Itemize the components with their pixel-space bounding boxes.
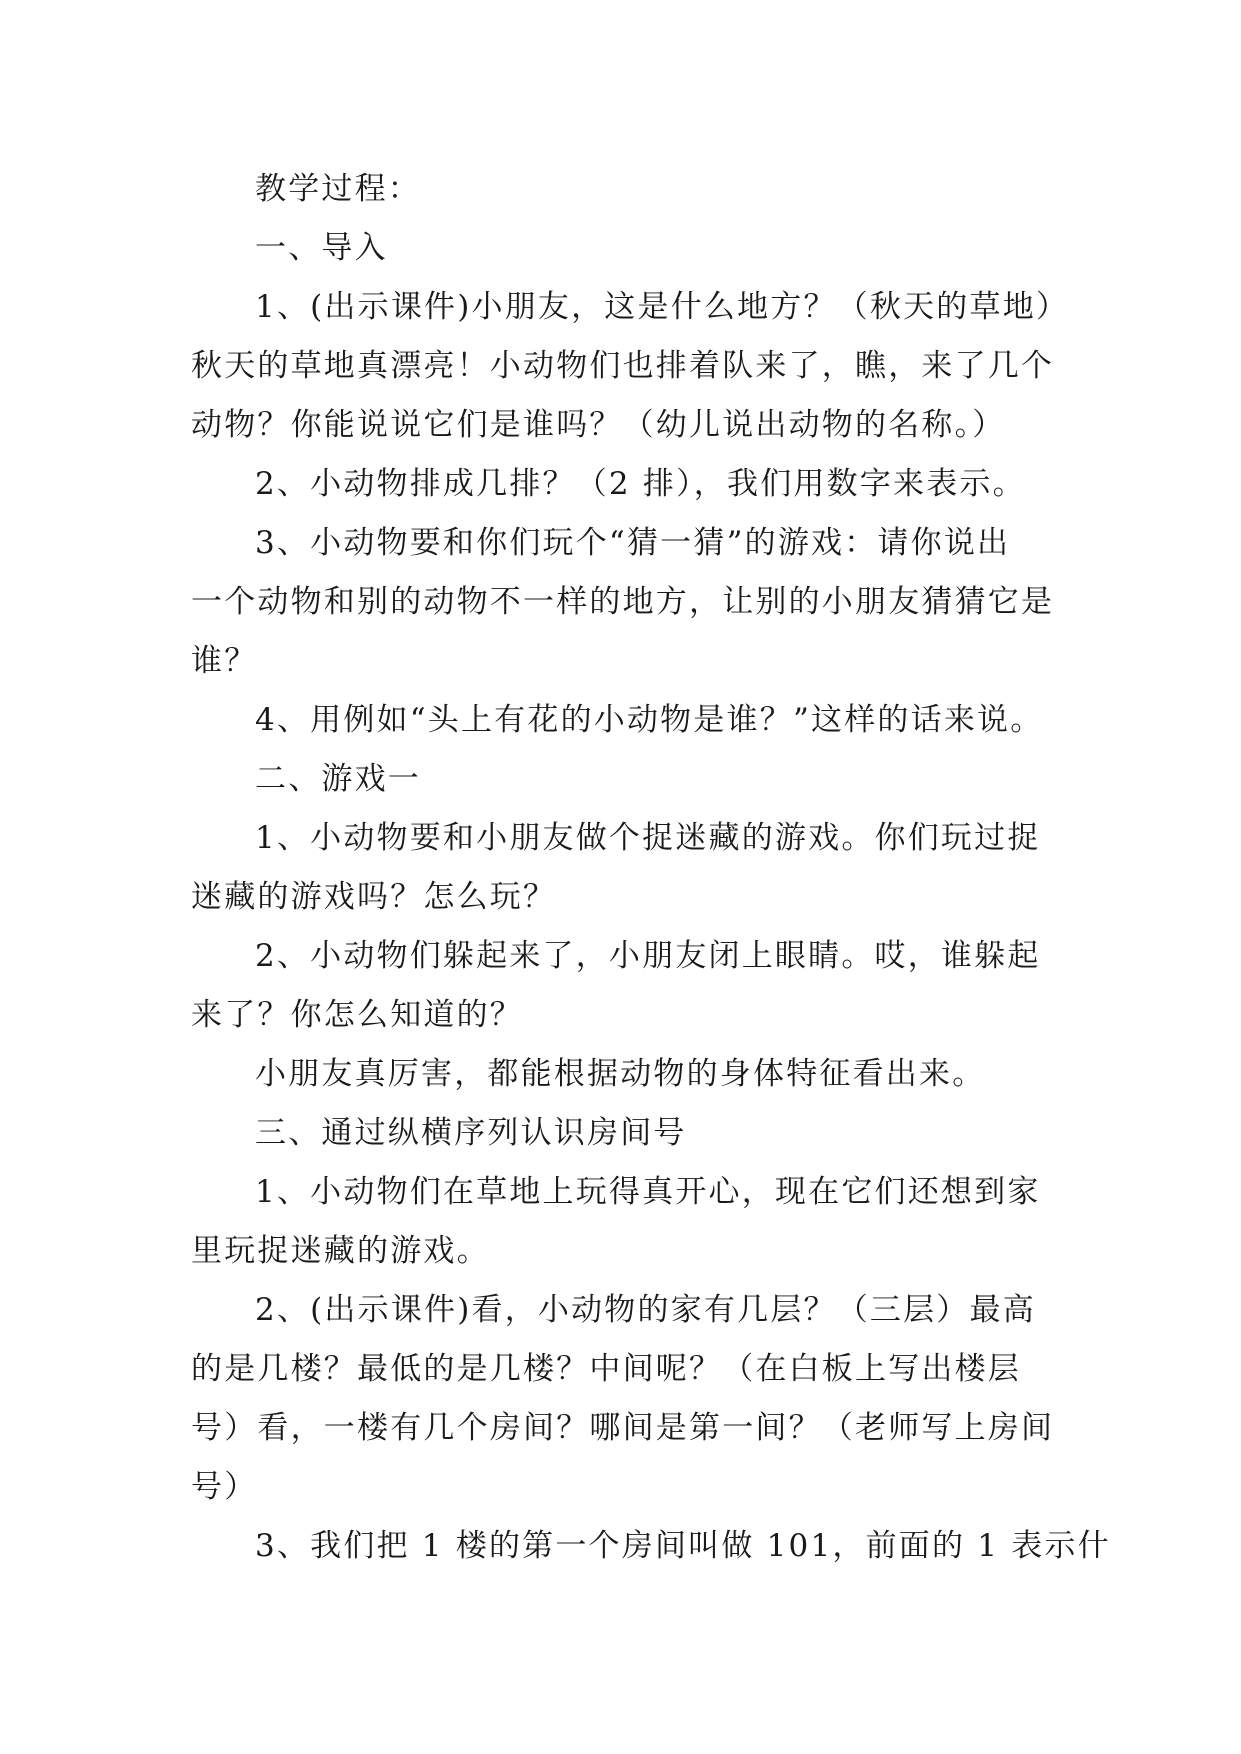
text-line: 秋天的草地真漂亮！小动物们也排着队来了，瞧，来了几个 — [191, 348, 1055, 384]
text-line: 教学过程： — [255, 171, 421, 207]
heading-intro — [191, 219, 1061, 278]
text-line: 来了？你怎么知道的？ — [191, 997, 523, 1033]
text-line: 1、小动物要和小朋友做个捉迷藏的游戏。你们玩过捉 — [255, 820, 1041, 856]
text-line: 2、小动物排成几排？（2 排），我们用数字来表示。 — [255, 466, 1026, 502]
heading-game-one — [191, 750, 1061, 809]
text-line: 的是几楼？最低的是几楼？中间呢？（在白板上写出楼层 — [191, 1351, 1021, 1387]
text-line: 迷藏的游戏吗？怎么玩？ — [191, 879, 557, 915]
text-line: 2、小动物们躲起来了，小朋友闭上眼睛。哎，谁躲起 — [255, 938, 1041, 974]
document-body — [191, 160, 1111, 1576]
text-line: 三、通过纵横序列认识房间号 — [255, 1115, 687, 1151]
text-line: 4、用例如“头上有花的小动物是谁？”这样的话来说。 — [255, 702, 1044, 738]
text-line: 一个动物和别的动物不一样的地方，让别的小朋友猜猜它是 — [191, 584, 1055, 620]
text-line: 2、(出示课件)看，小动物的家有几层？（三层）最高 — [255, 1292, 1036, 1328]
paragraph-intro-1 — [191, 278, 1070, 455]
paragraph-room-3 — [191, 1517, 1111, 1576]
text-line: 3、我们把 1 楼的第一个房间叫做 101，前面的 1 表示什 — [255, 1528, 1111, 1564]
text-line: 动物？你能说说它们是谁吗？（幼儿说出动物的名称。） — [191, 407, 1006, 443]
text-line: 1、小动物们在草地上玩得真开心，现在它们还想到家 — [255, 1174, 1041, 1210]
text-line: 号）看，一楼有几个房间？哪间是第一间？（老师写上房间 — [191, 1410, 1055, 1446]
paragraph-teaching-process — [191, 160, 1061, 219]
text-line: 号） — [191, 1469, 258, 1505]
paragraph-game-1 — [191, 809, 1061, 927]
paragraph-game-2 — [191, 927, 1061, 1045]
text-line: 谁？ — [191, 643, 258, 679]
text-line: 一、导入 — [255, 230, 388, 266]
text-line: 小朋友真厉害，都能根据动物的身体特征看出来。 — [255, 1056, 986, 1092]
paragraph-intro-3 — [191, 514, 1061, 691]
heading-room-numbers — [191, 1104, 1061, 1163]
paragraph-game-praise — [191, 1045, 1061, 1104]
paragraph-room-1 — [191, 1163, 1061, 1281]
paragraph-intro-2 — [191, 455, 1061, 514]
paragraph-intro-4 — [191, 691, 1061, 750]
text-line: 里玩捉迷藏的游戏。 — [191, 1233, 490, 1269]
paragraph-room-2 — [191, 1281, 1061, 1517]
text-line: 3、小动物要和你们玩个“猜一猜”的游戏：请你说出 — [255, 525, 1011, 561]
text-line: 1、(出示课件)小朋友，这是什么地方？（秋天的草地） — [255, 289, 1070, 325]
text-line: 二、游戏一 — [255, 761, 421, 797]
